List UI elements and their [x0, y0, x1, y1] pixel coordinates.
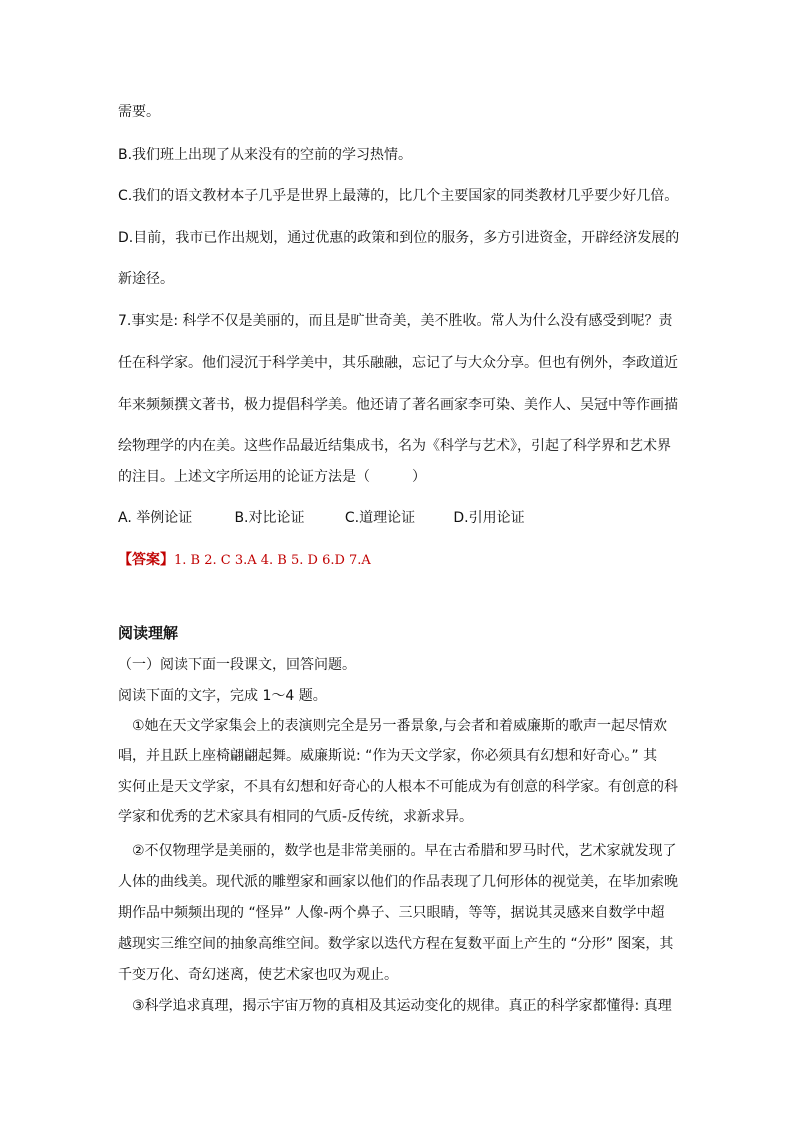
section-subtitle: （一）阅读下面一段课文，回答问题。 [118, 657, 356, 673]
question-7-line: 7.事实是: 科学不仅是美丽的，而且是旷世奇美，美不胜收。常人为什么没有感受到呢？责 [118, 313, 673, 329]
answer-line [118, 550, 371, 571]
text-line: 任在科学家。他们浸沉于科学美中，其乐融融，忘记了与大众分享。但也有例外，李政道近 [118, 355, 678, 371]
answer-text: 1. B 2. C 3.A 4. B 5. D 6.D 7.A [174, 553, 371, 568]
answer-label: 【答案】 [118, 552, 174, 568]
passage-line: 实何止是天文学家，不具有幻想和好奇心的人根本不可能成为有创意的科学家。有创意的科 [118, 779, 678, 795]
text-line: 新途径。 [118, 271, 174, 287]
passage-line: 唱，并且跃上座椅翩翩起舞。威廉斯说: “作为天文学家，你必须具有幻想和好奇心。” 其 [118, 748, 658, 764]
text-line: 需要。 [118, 104, 160, 120]
passage-line: ①她在天文学家集会上的表演则完全是另一番景象,与会者和着威廉斯的歌声一起尽情欢 [132, 718, 667, 734]
text-line: 的注目。上述文字所运用的论证方法是（ ） [118, 469, 426, 485]
section-instruction: 阅读下面的文字，完成 1～4 题。 [118, 688, 327, 704]
passage-line: 越现实三维空间的抽象高维空间。数学家以迭代方程在复数平面上产生的 “分形” 图案，其 [118, 936, 674, 952]
passage-line: 千变万化、奇幻迷离，使艺术家也叹为观止。 [118, 967, 398, 983]
option-d-text: D.目前，我市已作出规划，通过优惠的政策和到位的服务，多方引进资金，开辟经济发展的 [118, 230, 680, 246]
text-line: 绘物理学的内在美。这些作品最近结集成书，名为《科学与艺术》，引起了科学界和艺术界 [118, 438, 671, 454]
passage-line: 人体的曲线美。现代派的雕塑家和画家以他们的作品表现了几何形体的视觉美，在毕加索晚 [118, 874, 678, 890]
text-line: 年来频频撰文著书，极力提倡科学美。他还请了著名画家李可染、美作人、吴冠中等作画描 [118, 397, 678, 413]
passage-line: 期作品中频频出现的 “怪异” 人像-两个鼻子、三只眼睛，等等，据说其灵感来自数学中超 [118, 905, 665, 921]
options-row [118, 508, 525, 528]
section-title: 阅读理解 [118, 624, 179, 642]
option-b: B.对比论证 [234, 510, 305, 526]
option-d: D.引用论证 [453, 510, 525, 526]
passage-line: ②不仅物理学是美丽的，数学也是非常美丽的。早在古希腊和罗马时代，艺术家就发现了 [132, 843, 677, 859]
option-a: A. 举例论证 [118, 510, 193, 526]
passage-line: 学家和优秀的艺术家具有相同的气质-反传统，求新求异。 [118, 809, 474, 825]
option-c: C.道理论证 [344, 510, 416, 526]
passage-line: ③科学追求真理，揭示宇宙万物的真相及其运动变化的规律。真正的科学家都懂得: 真理 [132, 998, 672, 1014]
option-c-text: C.我们的语文教材本子几乎是世界上最薄的，比几个主要国家的同类教材几乎要少好几倍。 [118, 188, 679, 204]
option-b-text: B.我们班上出现了从来没有的空前的学习热情。 [118, 147, 413, 163]
